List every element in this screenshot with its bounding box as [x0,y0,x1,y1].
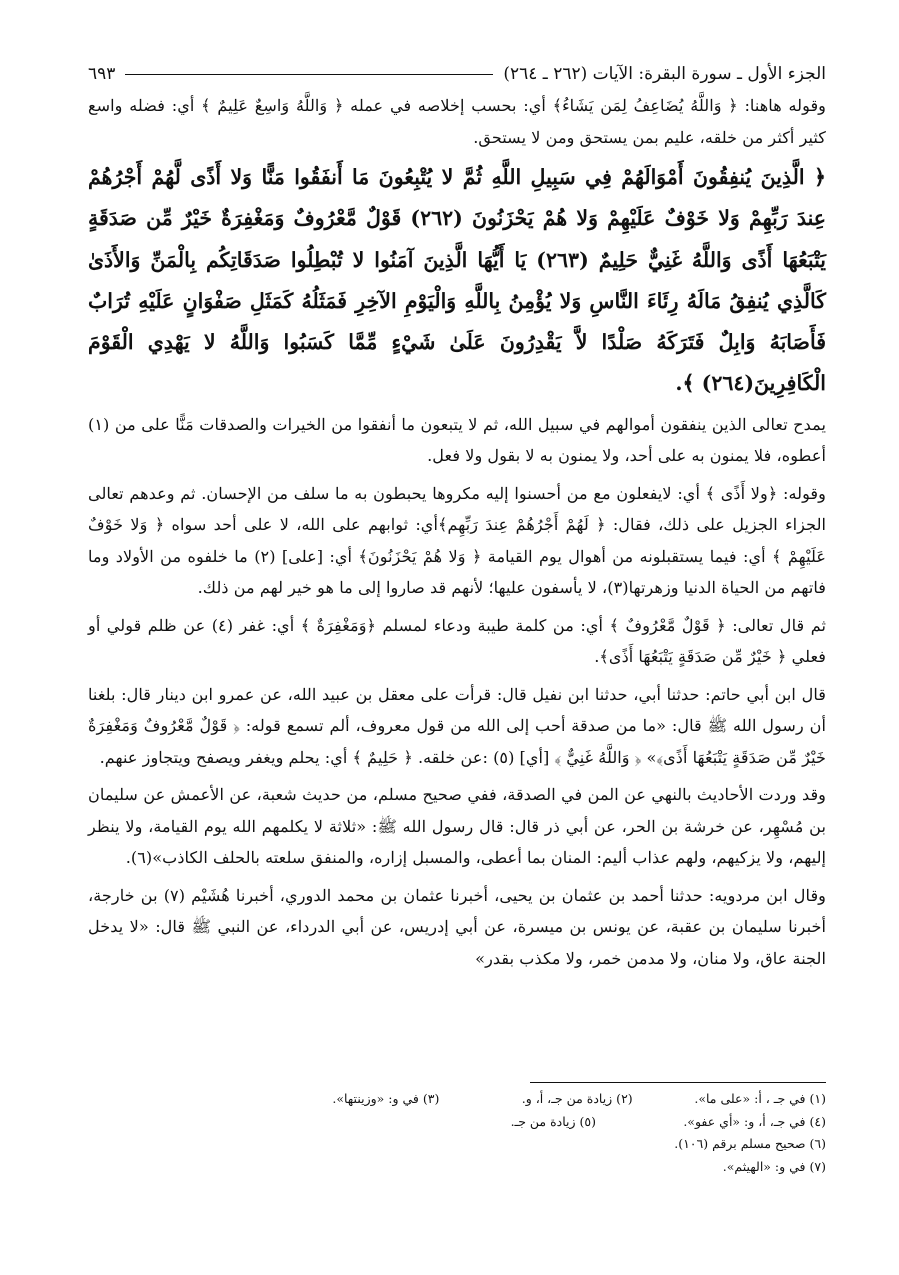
footnote-1: (١) في جـ ، أ: «على ما». [694,1091,826,1106]
page-number: ٦٩٣ [88,64,116,84]
footnote-5: (٥) زيادة من جـ. [510,1113,596,1129]
footnote-6: (٦) صحيح مسلم برقم (١٠٦). [674,1136,826,1151]
footnote-row [246,1156,826,1179]
paragraph-5: قال ابن أبي حاتم: حدثنا أبي، حدثنا ابن نفيل قال: قرأت على معقل بن عبيد الله، عن عمرو ابن دينار قال: بلغنا أن رسول الله ﷺ قال: «ما من صدقة أحب إلى الله من قول معروف، ألم تسمع قوله: ﴿ قَوْلٌ مَّعْرُوفٌ وَمَغْفِرَةٌ خَيْرٌ مِّن صَدَقَةٍ يَتْبَعُهَا أَذًى﴾» ﴿ وَاللَّهُ غَنِيٌّ ﴾ [أي] (٥) :عن خلقه. ﴿ حَلِيمٌ ﴾ أي: يحلم ويغفر ويصفح ويتجاوز عنهم. [88,684,826,767]
paragraph-1: وقوله هاهنا: ﴿ وَاللَّهُ يُضَاعِفُ لِمَن يَشَاءُ﴾ أي: بحسب إخلاصه في عمله ﴿ وَاللَّهُ وَاسِعٌ عَلِيمٌ ﴾ أي: فضله واسع كثير أكثر من خلقه، عليم بمن يستحق ومن لا يستحق. [88,96,826,147]
paragraph-3: وقوله: ﴿ولا أَذًى ﴾ أي: لايفعلون مع من أحسنوا إليه مكروها يحبطون به ما سلف من الإحسان. ثم وعدهم تعالى الجزاء الجزيل على ذلك، فقال: ﴿ لَهُمْ أَجْرُهُمْ عِندَ رَبِّهِم﴾أي: ثوابهم على الله، لا على أحد سواه ﴿ وَلا خَوْفٌ عَلَيْهِمْ ﴾ أي: فيما يستقبلونه من أهوال يوم القيامة ﴿ وَلا هُمْ يَحْزَنُونَ﴾ أي: [على] (٢) ما خلفوه من الأولاد وما فاتهم من الحياة الدنيا وزهرتها(٣)، لا يأسفون عليها؛ لأنهم قد صاروا إلى ما هو خير لهم من ذلك. [88,483,826,598]
paragraph-4: ثم قال تعالى: ﴿ قَوْلٌ مَّعْرُوفٌ ﴾ أي: من كلمة طيبة ودعاء لمسلم ﴿وَمَغْفِرَةٌ ﴾ أي: غفر (٤) عن ظلم قولي أو فعلي ﴿ خَيْرٌ مِّن صَدَقَةٍ يَتْبَعُهَا أَذًى﴾. [88,615,826,667]
footnote-row [246,1088,826,1111]
quran-verses: ﴿ الَّذِينَ يُنفِقُونَ أَمْوَالَهُمْ فِي سَبِيلِ اللَّهِ ثُمَّ لا يُتْبِعُونَ مَا أَنفَقُوا مَنًّا وَلا أَذًى لَّهُمْ أَجْرُهُمْ عِندَ رَبِّهِمْ وَلا خَوْفٌ عَلَيْهِمْ وَلا هُمْ يَحْزَنُونَ (٢٦٢) قَوْلٌ مَّعْرُوفٌ وَمَغْفِرَةٌ خَيْرٌ مِّن صَدَقَةٍ يَتْبَعُهَا أَذًى وَاللَّهُ غَنِيٌّ حَلِيمٌ (٢٦٣) يَا أَيُّهَا الَّذِينَ آمَنُوا لا تُبْطِلُوا صَدَقَاتِكُم بِالْمَنِّ وَالأَذَىٰ كَالَّذِي يُنفِقُ مَالَهُ رِئَاءَ النَّاسِ وَلا يُؤْمِنُ بِاللَّهِ وَالْيَوْمِ الآخِرِ فَمَثَلُهُ كَمَثَلِ صَفْوَانٍ عَلَيْهِ تُرَابٌ فَأَصَابَهُ وَابِلٌ فَتَرَكَهُ صَلْدًا لاَّ يَقْدِرُونَ عَلَىٰ شَيْءٍ مِّمَّا كَسَبُوا وَاللَّهُ لا يَهْدِي الْقَوْمَ الْكَافِرِينَ(٢٦٤) ﴾. [88,165,826,396]
footnote-rule [530,1082,826,1083]
footnote-2: (٢) زيادة من جـ، أ، و. [521,1091,633,1106]
footnote-4: (٤) في جـ، أ، و: «أي عفو». [683,1113,826,1129]
header-title: الجزء الأول ـ سورة البقرة: الآيات (٢٦٢ ـ ٢٦٤) [503,64,826,84]
paragraph-7: وقال ابن مردويه: حدثنا أحمد بن عثمان بن يحيى، أخبرنا عثمان بن محمد الدوري، أخبرنا هُشَيْم (٧) بن خارجة، أخبرنا سليمان بن عقبة، عن يونس بن ميسرة، عن أبي إدريس، عن أبي الدرداء، عن النبي ﷺ قال: «لا يدخل الجنة عاق، ولا منان، ولا مدمن خمر، ولا مكذب بقدر» [88,885,826,968]
footnote-row [246,1111,826,1134]
paragraph-2: يمدح تعالى الذين ينفقون أموالهم في سبيل الله، ثم لا يتبعون ما أنفقوا من الخيرات والصدقات مَنًّا على من (١) أعطوه، فلا يمنون به على أحد، ولا يمنون به لا بقول ولا فعل. [88,414,826,466]
footnote-row [246,1133,826,1156]
page-body [88,58,826,974]
header-rule [125,74,493,75]
paragraph-6: وقد وردت الأحاديث بالنهي عن المن في الصدقة، ففي صحيح مسلم، من حديث شعبة، عن الأعمش عن سليمان بن مُسْهِر، عن خرشة بن الحر، عن أبي ذر قال: قال رسول الله ﷺ: «ثلاثة لا يكلمهم الله يوم القيامة، ولا ينظر إليهم، ولا يزكيهم، ولهم عذاب أليم: المنان بما أعطى، والمسبل إزاره، والمنفق سلعته بالحلف الكاذب»(٦). [88,785,826,868]
footnote-7: (٧) في و: «الهيثم». [722,1158,826,1174]
footnote-3: (٣) في و: «وزينتها». [332,1091,440,1106]
running-header [88,58,826,90]
footnotes [246,1088,826,1178]
